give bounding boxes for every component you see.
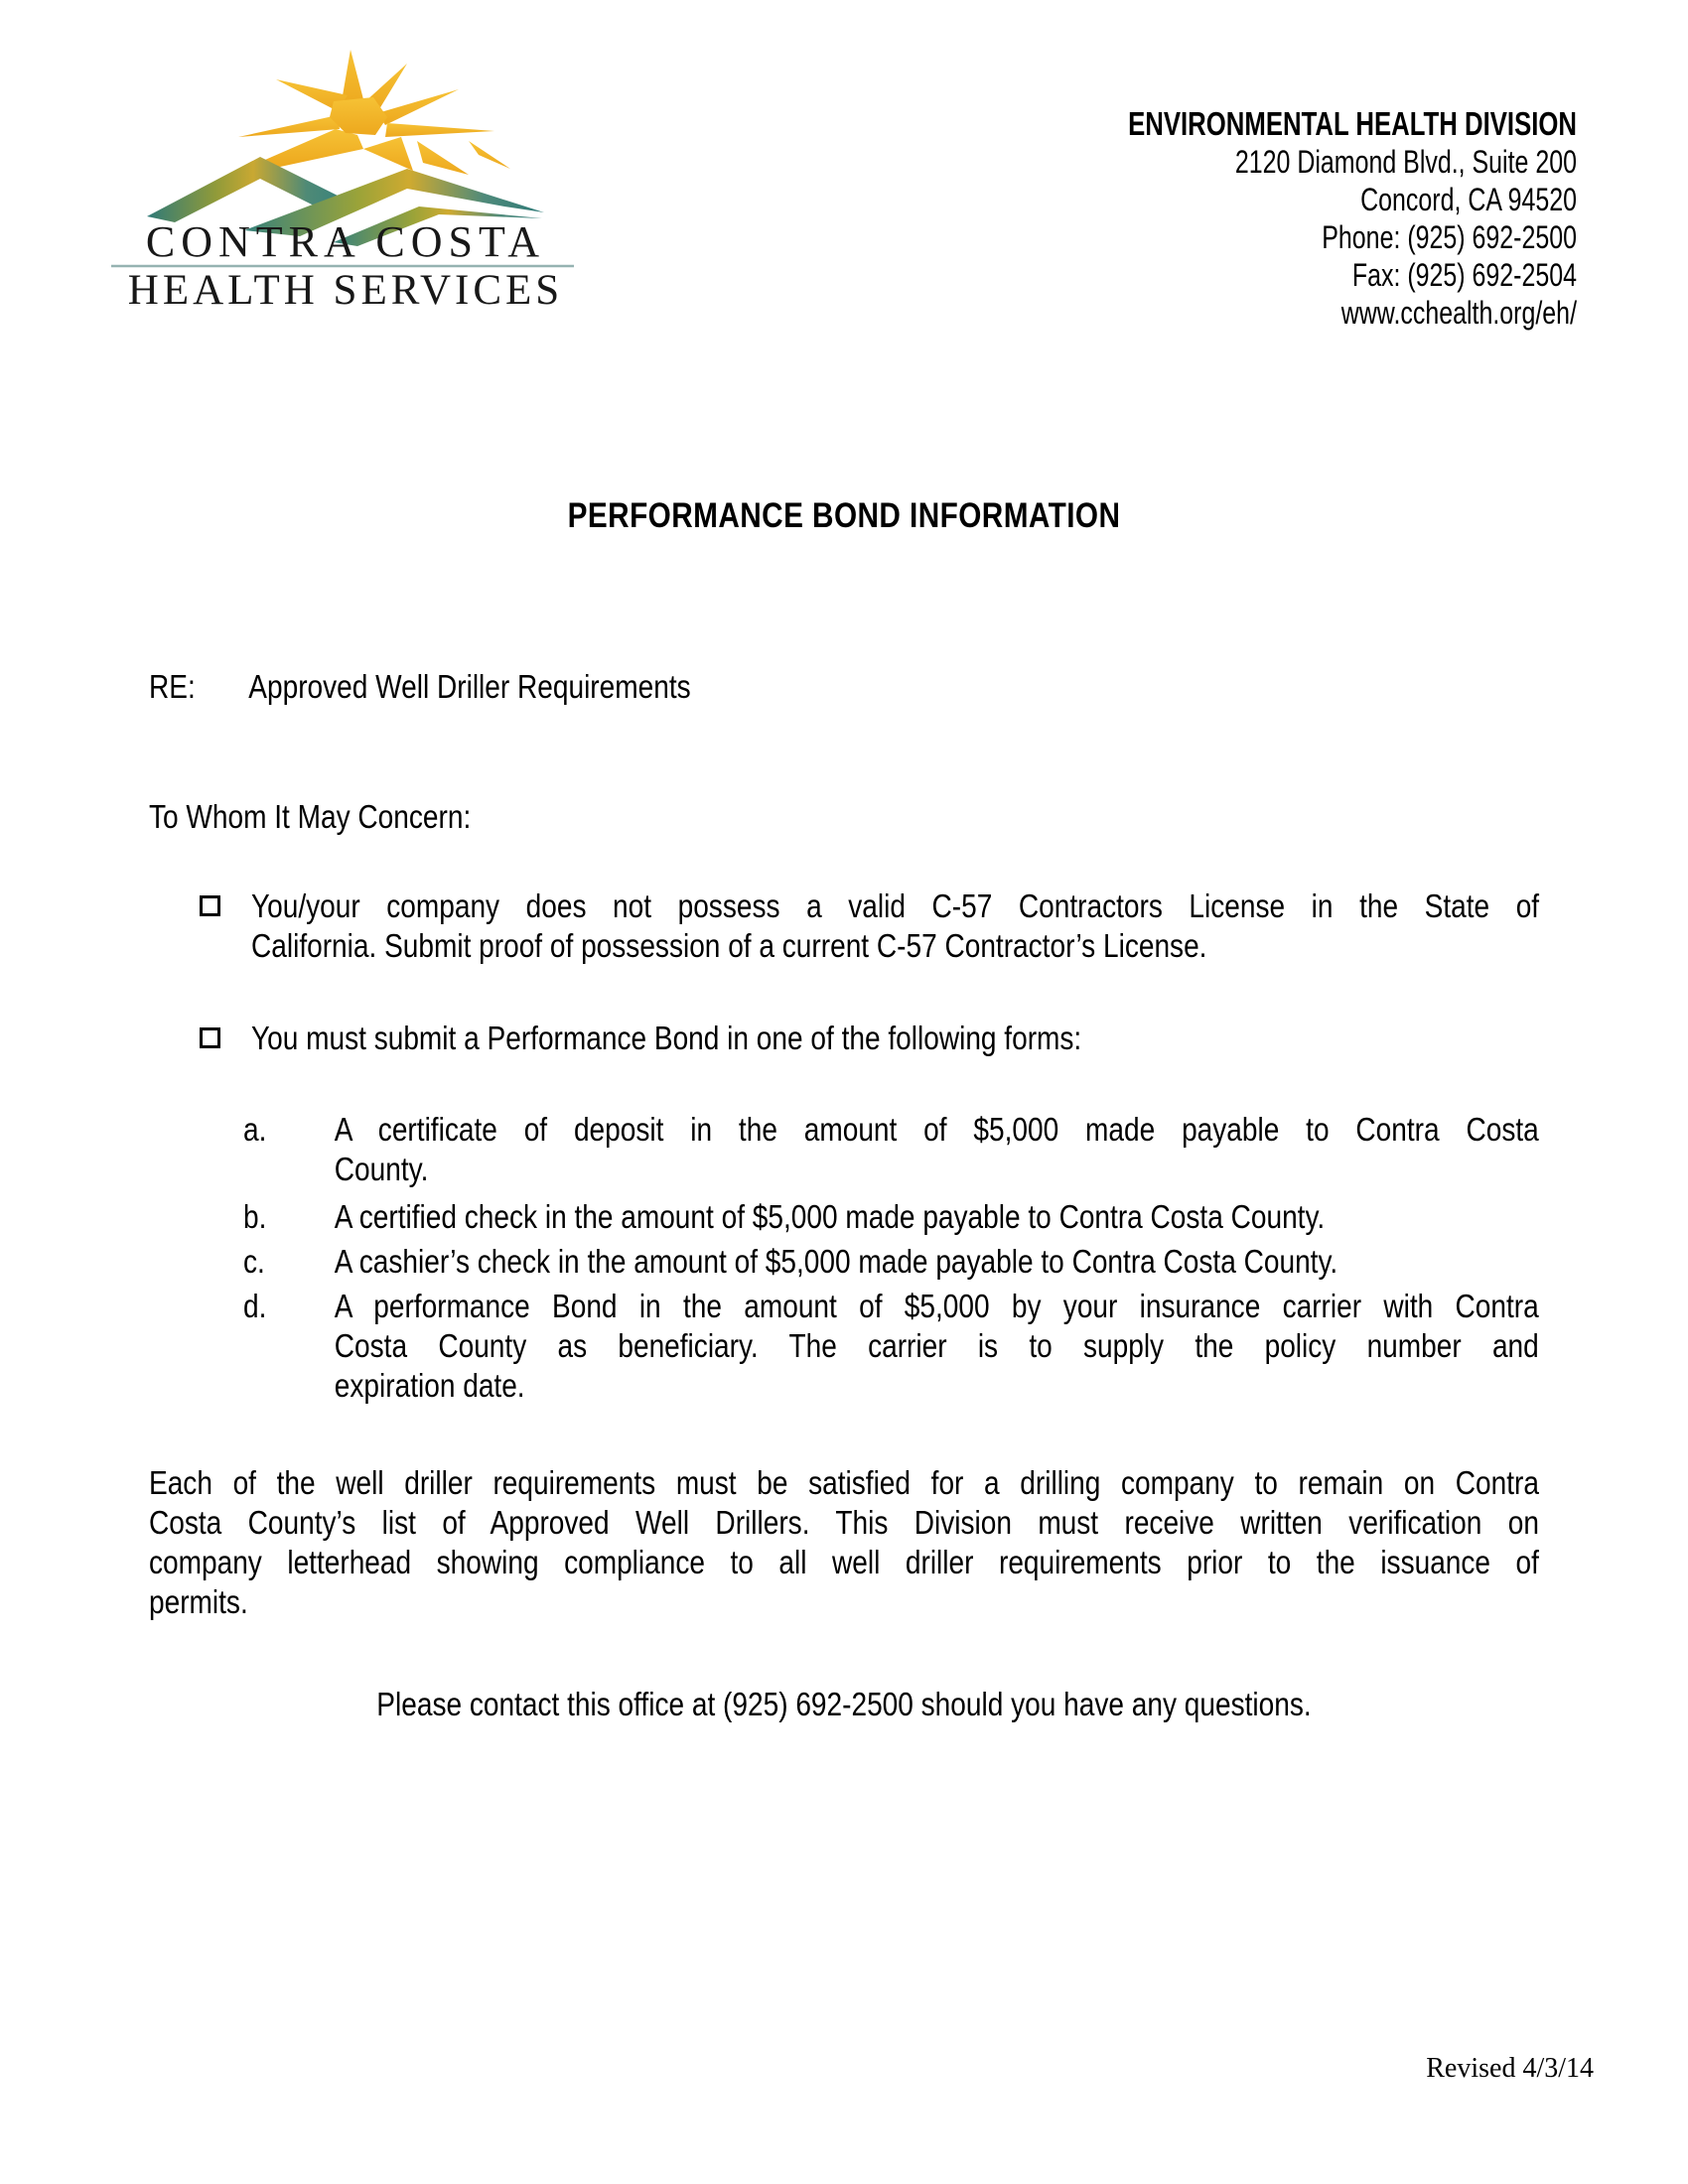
- website-line: www.cchealth.org/eh/: [1340, 295, 1577, 331]
- list-item-d: [243, 1287, 1539, 1406]
- checkbox-bullet-icon: [200, 895, 220, 916]
- re-line: [149, 667, 1539, 707]
- agency-address-block: [988, 105, 1577, 332]
- document-title-wrap: [0, 496, 1688, 536]
- bullet-paragraph-1: [251, 887, 1539, 966]
- item-d-line1: A performance Bond in the amount of $5,000 by your insurance carrier with Contra: [334, 1288, 1539, 1324]
- checkbox-bullet-icon: [200, 1027, 220, 1048]
- item-b-text: A certified check in the amount of $5,000 made payable to Contra Costa County.: [334, 1198, 1326, 1235]
- closing-line2: Costa County’s list of Approved Well Drillers. This Division must receive written verification on: [149, 1504, 1539, 1541]
- re-subject: Approved Well Driller Requirements: [248, 668, 691, 705]
- item-a-line1: A certificate of deposit in the amount of $5,000 made payable to Contra Costa: [334, 1111, 1539, 1148]
- logo-line1: CONTRA COSTA: [145, 217, 546, 266]
- address-line-2: Concord, CA 94520: [1360, 182, 1577, 217]
- list-label-d: d.: [243, 1288, 267, 1324]
- list-item-a: [243, 1110, 1539, 1189]
- list-item-c: [243, 1242, 1539, 1282]
- closing-line1: Each of the well driller requirements must be satisfied for a drilling company to remain on Contra: [149, 1464, 1539, 1501]
- fax-line: Fax: (925) 692-2504: [1351, 257, 1577, 293]
- cchs-logo-graphic: [109, 44, 650, 317]
- revision-date: Revised 4/3/14: [1426, 2053, 1594, 2084]
- item-d-line2: Costa County as beneficiary. The carrier is to supply the policy number and: [334, 1327, 1539, 1364]
- document-title: PERFORMANCE BOND INFORMATION: [567, 496, 1121, 535]
- contact-line: Please contact this office at (925) 692-2500 should you have any questions.: [376, 1686, 1312, 1722]
- item-c-text: A cashier’s check in the amount of $5,000 made payable to Contra Costa County.: [334, 1243, 1338, 1280]
- closing-paragraph: [149, 1463, 1539, 1622]
- list-item-b: [243, 1197, 1539, 1237]
- sun-icon: [238, 50, 510, 175]
- bullet-paragraph-2: You must submit a Performance Bond in one of the following forms:: [251, 1020, 1082, 1056]
- phone-line: Phone: (925) 692-2500: [1322, 219, 1577, 255]
- item-d-line3: expiration date.: [334, 1367, 525, 1404]
- item-a-line2: County.: [334, 1151, 429, 1187]
- bullet1-line1: You/your company does not possess a valid C-57 Contractors License in the State of: [251, 887, 1540, 924]
- address-line-1: 2120 Diamond Blvd., Suite 200: [1234, 144, 1577, 180]
- closing-line4: permits.: [149, 1583, 248, 1620]
- closing-line3: company letterhead showing compliance to all well driller requirements prior to the issuance of: [149, 1544, 1539, 1580]
- bullet1-line2: California. Submit proof of possession of a current C-57 Contractor’s License.: [251, 927, 1207, 964]
- division-name: ENVIRONMENTAL HEALTH DIVISION: [1128, 105, 1577, 142]
- list-label-c: c.: [243, 1243, 265, 1280]
- cchs-logo: [109, 44, 650, 317]
- re-label: RE:: [149, 668, 196, 705]
- list-label-b: b.: [243, 1198, 267, 1235]
- salutation: To Whom It May Concern:: [149, 798, 472, 835]
- logo-line2: HEALTH SERVICES: [127, 267, 564, 314]
- list-label-a: a.: [243, 1111, 267, 1148]
